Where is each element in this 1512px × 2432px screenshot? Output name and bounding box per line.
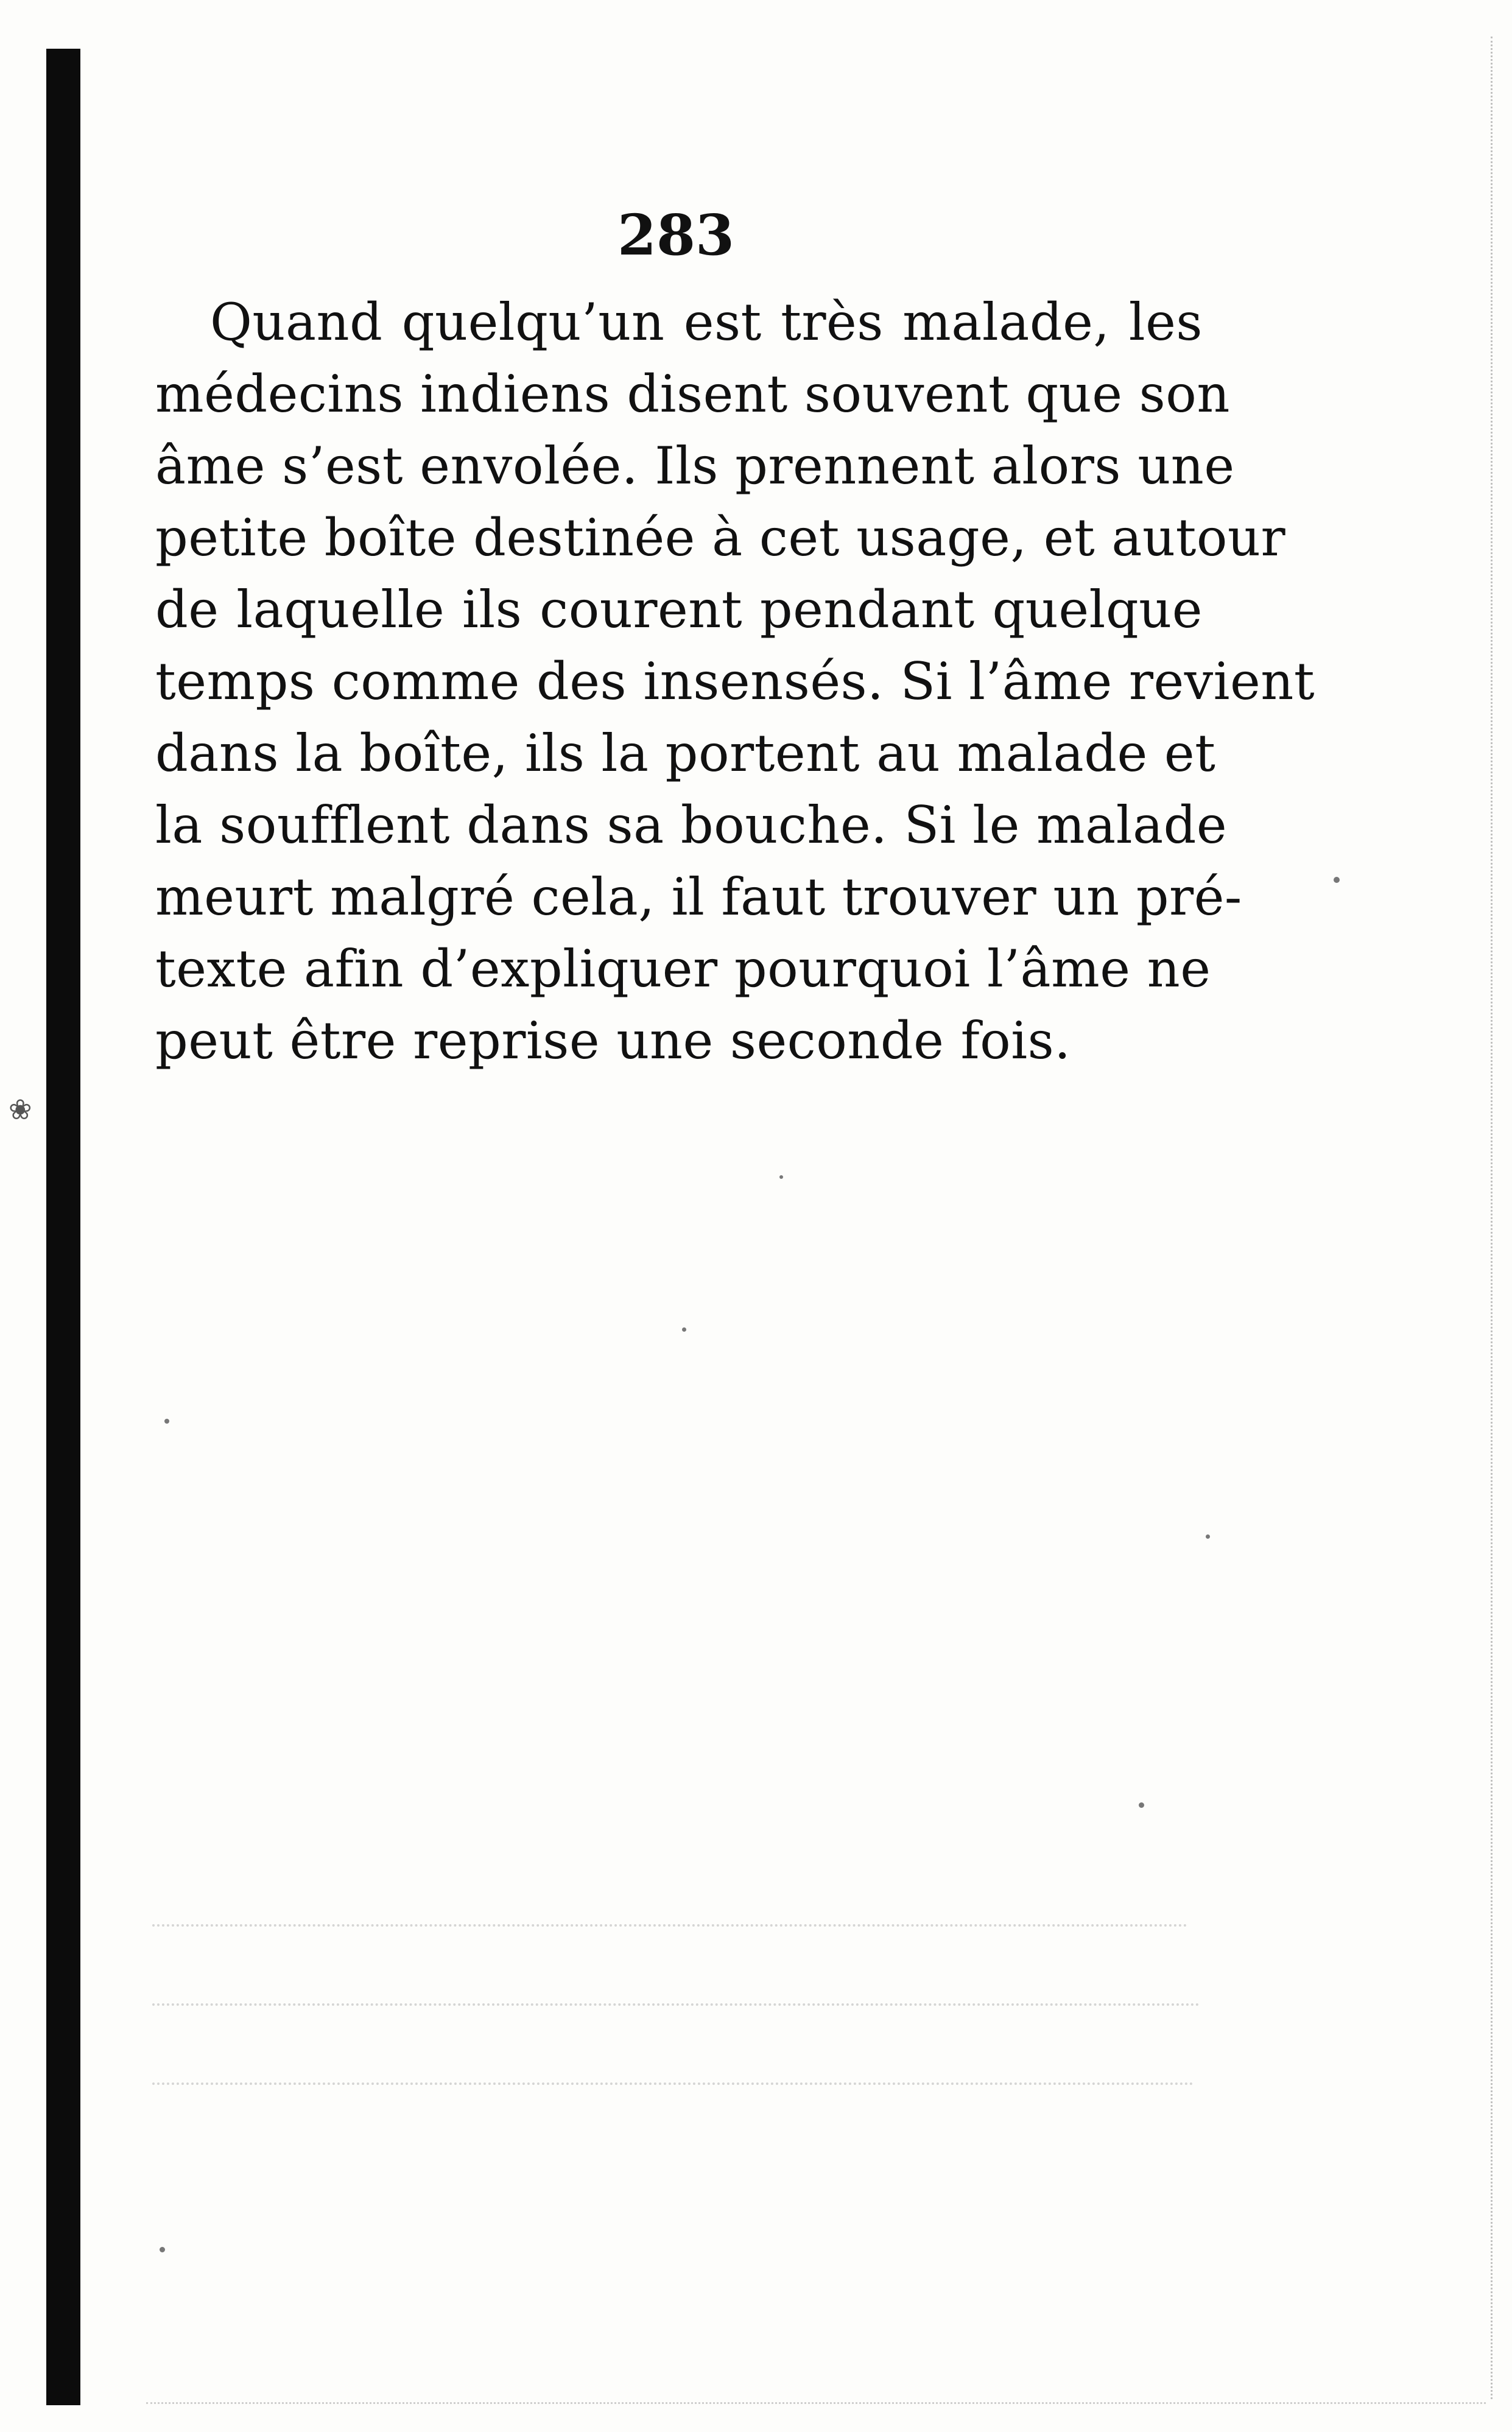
body-text bbox=[155, 286, 1315, 1077]
scan-speck bbox=[682, 1327, 686, 1332]
text-line: de laquelle ils courent pendant quelque bbox=[155, 580, 1203, 639]
text-line: la soufflent dans sa bouche. Si le malade bbox=[155, 795, 1228, 855]
scan-speck bbox=[779, 1175, 783, 1179]
text-line: meurt malgré cela, il faut trouver un pré- bbox=[155, 867, 1242, 927]
scan-speck bbox=[1334, 877, 1340, 883]
scan-speck bbox=[160, 2247, 165, 2252]
binding-shadow bbox=[46, 49, 80, 2405]
scan-speck bbox=[1206, 1534, 1210, 1539]
page-edge-right bbox=[1491, 37, 1501, 2399]
text-line bbox=[155, 286, 1203, 358]
page-edge-bottom bbox=[146, 2402, 1486, 2408]
text-line: dans la boîte, ils la portent au malade et bbox=[155, 723, 1216, 783]
text-line-content: Quand quelqu’un est très malade, les bbox=[210, 292, 1203, 352]
text-line: petite boîte destinée à cet usage, et autour bbox=[155, 508, 1286, 568]
text-line: peut être reprise une seconde fois. bbox=[155, 1011, 1071, 1070]
bleed-through-row bbox=[152, 2003, 1200, 2018]
page-number: 283 bbox=[617, 202, 735, 268]
scan-speck bbox=[164, 1419, 169, 1424]
margin-mark-icon: ❀ bbox=[9, 1093, 32, 1126]
scan-speck bbox=[1139, 1802, 1144, 1808]
text-line: texte afin d’expliquer pourquoi l’âme ne bbox=[155, 939, 1211, 999]
bleed-through-row bbox=[152, 1924, 1187, 1939]
text-line: âme s’est envolée. Ils prennent alors une bbox=[155, 436, 1235, 496]
text-line: médecins indiens disent souvent que son bbox=[155, 364, 1230, 424]
text-line: temps comme des insensés. Si l’âme revient bbox=[155, 652, 1315, 711]
bleed-through-row bbox=[152, 2082, 1194, 2097]
